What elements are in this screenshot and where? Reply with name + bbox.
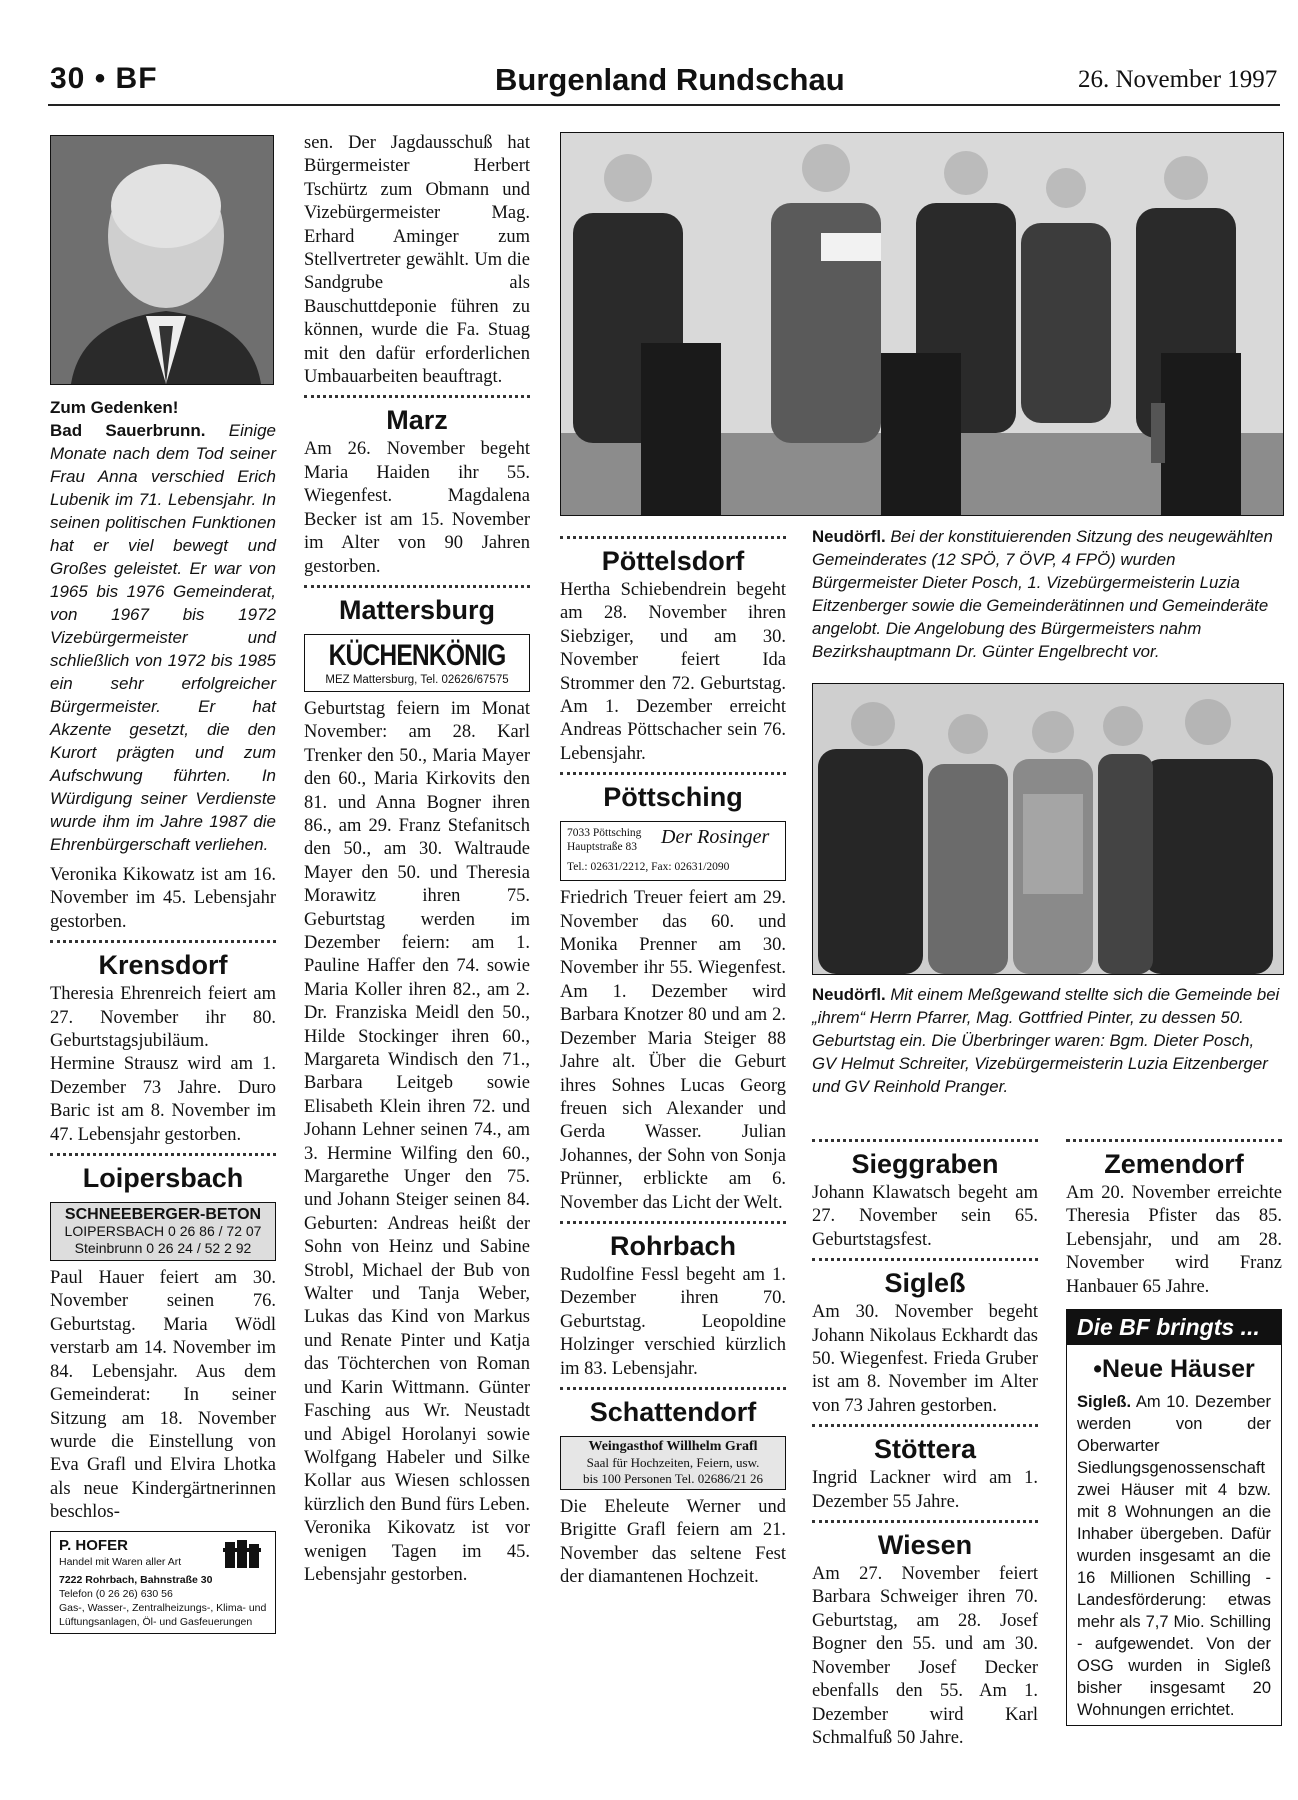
paragraph: Die Eheleute Werner und Brigitte Grafl feiern am 21. November das seltene Fest der diamantenen Hochzeit. xyxy=(560,1496,786,1588)
divider xyxy=(304,585,530,588)
column-1 xyxy=(50,396,276,1640)
portrait-photo xyxy=(50,135,274,385)
paragraph: Am 26. November begeht Maria Haiden ihr 55. Wiegenfest. Magdalena Becker ist am 15. November im Alter von 90 Jahren gestorben. xyxy=(304,439,530,577)
divider xyxy=(560,1221,786,1224)
ad-title: P. HOFER xyxy=(59,1536,128,1554)
ad-rosinger xyxy=(560,821,786,881)
ad-line: Handel mit Waren aller Art xyxy=(59,1555,182,1568)
ad-kuechenkoenig xyxy=(304,634,530,692)
divider xyxy=(812,1424,1038,1427)
info-box-text: Am 10. Dezember werden von der Oberwarter Siedlungsgenossenschaft zwei Häuser mit 4 bzw. mit 8 Wohnungen an die Inhaber übergeben. Dafür wurden insgesamt an die 16 Millionen Schilling - Landesförderung: etwas mehr als 7,7 Mio. Schilling - aufgewendet. Von der OSG wurden in Sigleß bisher insgesamt 20 Wohnungen errichtet. xyxy=(1077,1393,1271,1720)
ad-line: bis 100 Personen Tel. 02686/21 26 xyxy=(582,1470,764,1486)
info-box-body xyxy=(1067,1387,1281,1725)
section-title-marz: Marz xyxy=(386,405,448,436)
ad-schneeberger-beton xyxy=(50,1202,276,1261)
divider xyxy=(812,1139,1038,1142)
paragraph: sen. Der Jagdausschuß hat Bürgermeister Herbert Tschürtz zum Obmann und Vizebürgermeister Mag. Erhard Aminger zum Stellvertreter gewählt. Um die Sandgrube als Bauschuttdeponie führen zu können, wurde die Fa. Stuag mit den dafür erforderlichen Umbauarbeiten beauftragt. xyxy=(304,133,530,388)
paragraph: Veronika Kikowatz ist am 16. November im 45. Lebensjahr gestorben. xyxy=(50,865,276,932)
section-title-mattersburg: Mattersburg xyxy=(338,594,495,625)
paragraph: Hertha Schiebendrein begeht am 28. November ihren Siebziger, und am 30. November feiert Ida Strommer den 72. Geburtstag. Am 1. Dezember erreicht Andreas Pöttschacher sein 76. Lebensjahr. xyxy=(560,580,786,764)
ad-hofer xyxy=(50,1531,276,1634)
paragraph: Theresia Ehrenreich feiert am 27. November ihr 80. Geburtstagsjubiläum. Hermine Strausz wird am 1. Dezember 73 Jahre. Duro Baric ist am 8. November im 47. Lebensjahr gestorben. xyxy=(50,984,276,1145)
info-box-header: Die BF bringts ... xyxy=(1067,1310,1281,1345)
portrait-caption xyxy=(50,396,276,856)
divider xyxy=(812,1258,1038,1261)
caption-text: Bei der konstituierenden Sitzung des neugewählten Gemeinderates (12 SPÖ, 7 ÖVP, 4 FPÖ) wurden Bürgermeister Dieter Posch, 1. Vizebürgermeisterin Luzia Eitzenberger sowie die Gemeinderätinnen und Gemeinderäte angelobt. Die Angelobung des Bürgermeisters nahm Bezirkshauptmann Dr. Günter Engelbrecht vor. xyxy=(812,527,1273,661)
paragraph: Am 30. November begeht Johann Nikolaus Eckhardt das 50. Wiegenfest. Frieda Gruber ist am 8. November im Alter von 73 Jahren gestorben. xyxy=(812,1302,1038,1416)
column-3 xyxy=(560,530,786,1590)
section-title-wiesen: Wiesen xyxy=(877,1530,973,1561)
paragraph: Friedrich Treuer feiert am 29. November das 60. und Monika Prenner am 30. November ihr 55. Wiegenfest. Am 1. Dezember wird Barbara Knotzer 80 und am 2. Dezember Maria Steiger 88 Jahre alt. Über die Geburt ihres Sohnes Lucas Georg freuen sich Alexander und Gerda Wasser. Julian Johannes, der Sohn von Sonja Prünner, erblickte am 6. November das Licht der Welt. xyxy=(560,888,786,1213)
divider xyxy=(304,395,530,398)
photo-caption-council xyxy=(812,525,1282,663)
section-title-schattendorf: Schattendorf xyxy=(589,1396,757,1427)
ad-line: Gas-, Wasser-, Zentralheizungs-, Klima- und Lüftungsanlagen, Öl- und Gasfeuerungen xyxy=(59,1601,267,1628)
header-rule xyxy=(48,104,1280,106)
ad-line: Telefon (0 26 26) 630 56 xyxy=(59,1587,173,1600)
divider xyxy=(812,1520,1038,1523)
ad-line: Steinbrunn 0 26 24 / 52 2 92 xyxy=(74,1240,252,1257)
section-title-stoettera: Stöttera xyxy=(873,1434,976,1465)
ad-line: Tel.: 02631/2212, Fax: 02631/2090 xyxy=(567,861,730,874)
info-box-title: •Neue Häuser xyxy=(1093,1355,1255,1384)
section-title-sieggraben: Sieggraben xyxy=(851,1149,999,1179)
divider xyxy=(50,940,276,943)
caption-place: Bad Sauerbrunn. xyxy=(50,421,206,440)
caption-text: Einige Monate nach dem Tod seiner Frau Anna verschied Erich Lubenik im 71. Lebensjahr. In seinen politischen Funktionen hat er viel bewegt und Großes geleistet. Er war von 1965 bis 1976 Gemeinderat, von 1967 bis 1972 Vizebürgermeister und schließlich von 1972 bis 1985 ein sehr erfolgreicher Bürgermeister. Er hat Akzente gesetzt, die den Kurort prägten und zum Aufschwung führten. In Würdigung seiner Verdienste wurde ihm im Jahre 1987 die Ehrenbürgerschaft verliehen. xyxy=(50,421,276,854)
ad-title: SCHNEEBERGER-BETON xyxy=(64,1206,262,1224)
info-box xyxy=(1066,1309,1282,1726)
ad-line: 7033 Pöttsching xyxy=(567,827,642,840)
ad-line: 7222 Rohrbach, Bahnstraße 30 xyxy=(59,1573,213,1586)
section-title-sigless: Sigleß xyxy=(884,1268,966,1299)
ad-line: LOIPERSBACH 0 26 86 / 72 07 xyxy=(64,1223,262,1240)
divider xyxy=(560,1387,786,1390)
paragraph: Ingrid Lackner wird am 1. Dezember 55 Jahre. xyxy=(812,1468,1038,1512)
paragraph: Rudolfine Fessl begeht am 1. Dezember ihren 70. Geburtstag. Leopoldine Holzinger verschied kürzlich im 83. Lebensjahr. xyxy=(560,1264,786,1379)
column-2 xyxy=(304,132,530,1587)
issue-date: 26. November 1997 xyxy=(1078,66,1278,93)
photo-caption-priest xyxy=(812,983,1282,1098)
group-photo-council xyxy=(560,132,1284,516)
group-photo-priest xyxy=(812,683,1284,975)
section-title-poettsching: Pöttsching xyxy=(603,782,743,813)
divider xyxy=(50,1153,276,1156)
section-title-rohrbach: Rohrbach xyxy=(609,1230,736,1261)
paragraph: Geburtstag feiern im Monat November: am 28. Karl Trenker den 50., Maria Mayer den 60., Maria Kirkovits den 81. und Anna Bogner ihren 86., am 29. Franz Stefanitsch den 50., am 30. Waltraude Mayer den 50. und Theresia Morawitz ihren 75. Geburtstag werden im Dezember feiern: am 1. Pauline Haffer den 74. sowie Maria Koller ihren 82., am 2. Dr. Franziska Meidl den 50., Hilde Stockinger ihren 60., Margareta Windisch den 71., Barbara Leitgeb sowie Elisabeth Klein ihren 72. und Johann Lehner seinen 74., am 3. Hermine Wilfing den 60., Margarethe Unger den 75. und Johann Steiger seinen 84. Geburten: Andreas heißt der Sohn von Heinz und Sabine Strobl, Michael der Bub von Walter und Tanja Weber, Lukas das Kind von Markus und Renate Pinter und Katja das Töchterchen von Roman und Karin Wittmann. Günter Fasching aus Wr. Neustadt und Abigel Horolanyi sowie Wolfgang Habeler und Silke Kollar aus Wiesen schlossen kürzlich den Bund fürs Leben. Veronika Kikovatz ist vor wenigen Tagen im 45. Lebensjahr gestorben. xyxy=(304,698,530,1585)
paragraph: Am 20. November erreichte Theresia Pfister das 85. Lebensjahr, und am 28. November wird Franz Hanbauer 65 Jahre. xyxy=(1066,1183,1282,1297)
caption-text: Mit einem Meßgewand stellte sich die Gemeinde bei „ihrem“ Herrn Pfarrer, Mag. Gottfried Pinter, zu dessen 50. Geburtstag ein. Die Überbringer waren: Bgm. Dieter Posch, GV Helmut Schreiter, Vizebürgermeisterin Luzia Eitzenberger und GV Reinhold Pranger. xyxy=(812,985,1280,1096)
paragraph: Johann Klawatsch begeht am 27. November sein 65. Geburtstagsfest. xyxy=(812,1183,1038,1250)
ad-line: MEZ Mattersburg, Tel. 02626/67575 xyxy=(325,673,509,686)
divider xyxy=(1066,1139,1282,1142)
section-title-krensdorf: Krensdorf xyxy=(98,950,228,981)
caption-place: Neudörfl. xyxy=(812,527,886,546)
ad-line: Hauptstraße 83 xyxy=(567,841,637,854)
ad-line: Saal für Hochzeiten, Feiern, usw. xyxy=(586,1454,760,1470)
ad-weingasthof-grafl xyxy=(560,1436,786,1490)
column-4 xyxy=(812,1133,1038,1750)
ad-logo-text: Der Rosinger xyxy=(661,826,770,849)
page-number: 30 • BF xyxy=(50,62,158,95)
divider xyxy=(560,772,786,775)
section-title-loipersbach: Loipersbach xyxy=(82,1163,244,1194)
paragraph: Paul Hauer feiert am 30. November seinen 76. Geburtstag. Maria Wödl verstarb am 14. November im 84. Lebensjahr. Aus dem Gemeinderat: In seiner Sitzung am 18. November wurde die Einstellung von Eva Grafl und Elvira Lhotka als neue Kindergärtnerinnen beschlos- xyxy=(50,1268,276,1523)
section-title-poettelsdorf: Pöttelsdorf xyxy=(601,546,745,576)
column-5 xyxy=(1066,1133,1282,1726)
section-title-zemendorf: Zemendorf xyxy=(1104,1149,1244,1179)
hofer-logo xyxy=(223,1538,263,1570)
divider xyxy=(560,536,786,539)
info-box-place: Sigleß. xyxy=(1077,1393,1132,1412)
paragraph: Am 27. November feiert Barbara Schweiger ihren 70. Geburtstag, am 28. Josef Bogner den 55. und am 30. November Josef Decker ebenfalls den 55. Am 1. Dezember wird Karl Schmalfuß 50 Jahre. xyxy=(812,1564,1038,1748)
caption-title: Zum Gedenken! xyxy=(50,398,179,417)
ad-title: Weingasthof Willhelm Grafl xyxy=(588,1438,758,1454)
ad-title: KÜCHENKÖNIG xyxy=(328,638,506,672)
caption-place: Neudörfl. xyxy=(812,985,886,1004)
newspaper-title: Burgenland Rundschau xyxy=(495,62,845,97)
